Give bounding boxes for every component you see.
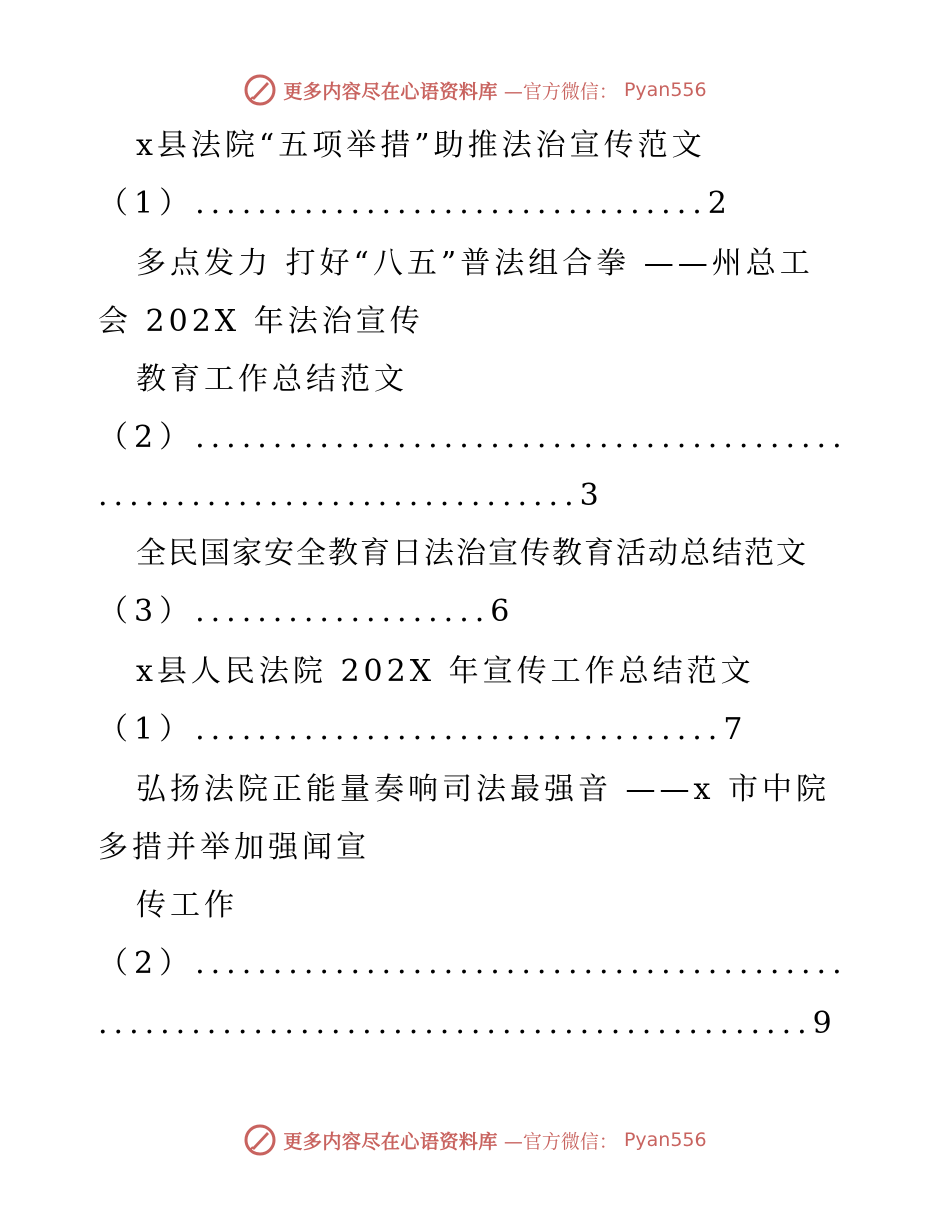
watermark-separator: —官方微信： (503, 1130, 618, 1153)
toc-entry-title-continued: 教育工作总结范文 (136, 362, 408, 397)
toc-entry-title-continued: 传工作 (136, 888, 238, 923)
toc-entry-page-line: （1）..................................7 (98, 712, 749, 747)
footer-watermark (0, 1120, 950, 1160)
toc-entry-page-line: （2）.......................................... (98, 420, 848, 455)
toc-entry-title-continued: 多措并举加强闻宣 (98, 830, 370, 865)
toc-entry-page-line: （1）.................................2 (98, 186, 733, 221)
watermark-text: 更多内容尽在心语资料库 (283, 80, 498, 103)
toc-entry-title: 多点发力 打好“八五”普法组合拳 ——州总工 (136, 246, 814, 281)
toc-entry-title-continued: 会 202X 年法治宣传 (98, 304, 424, 339)
watermark-separator: —官方微信： (503, 80, 618, 103)
watermark-handle: Pyan556 (623, 1129, 707, 1151)
toc-entry-title: x县法院“五项举措”助推法治宣传范文 (136, 128, 706, 163)
toc-entry-title: 全民国家安全教育日法治宣传教育活动总结范文 (136, 536, 808, 571)
toc-entry-page-line: ...............................3 (98, 478, 605, 513)
watermark-handle: Pyan556 (623, 79, 707, 101)
toc-entry-title: 弘扬法院正能量奏响司法最强音 ——x 市中院 (136, 772, 830, 807)
toc-entry-page-line: （2）.......................................... (98, 946, 848, 981)
watermark-text: 更多内容尽在心语资料库 (283, 1130, 498, 1153)
toc-entry-title: x县人民法院 202X 年宣传工作总结范文 (136, 654, 755, 689)
toc-entry-page-line: （3）...................6 (98, 594, 516, 629)
quill-logo-icon (243, 1123, 277, 1157)
toc-entry-page-line: ..............................................9 (98, 1006, 838, 1041)
